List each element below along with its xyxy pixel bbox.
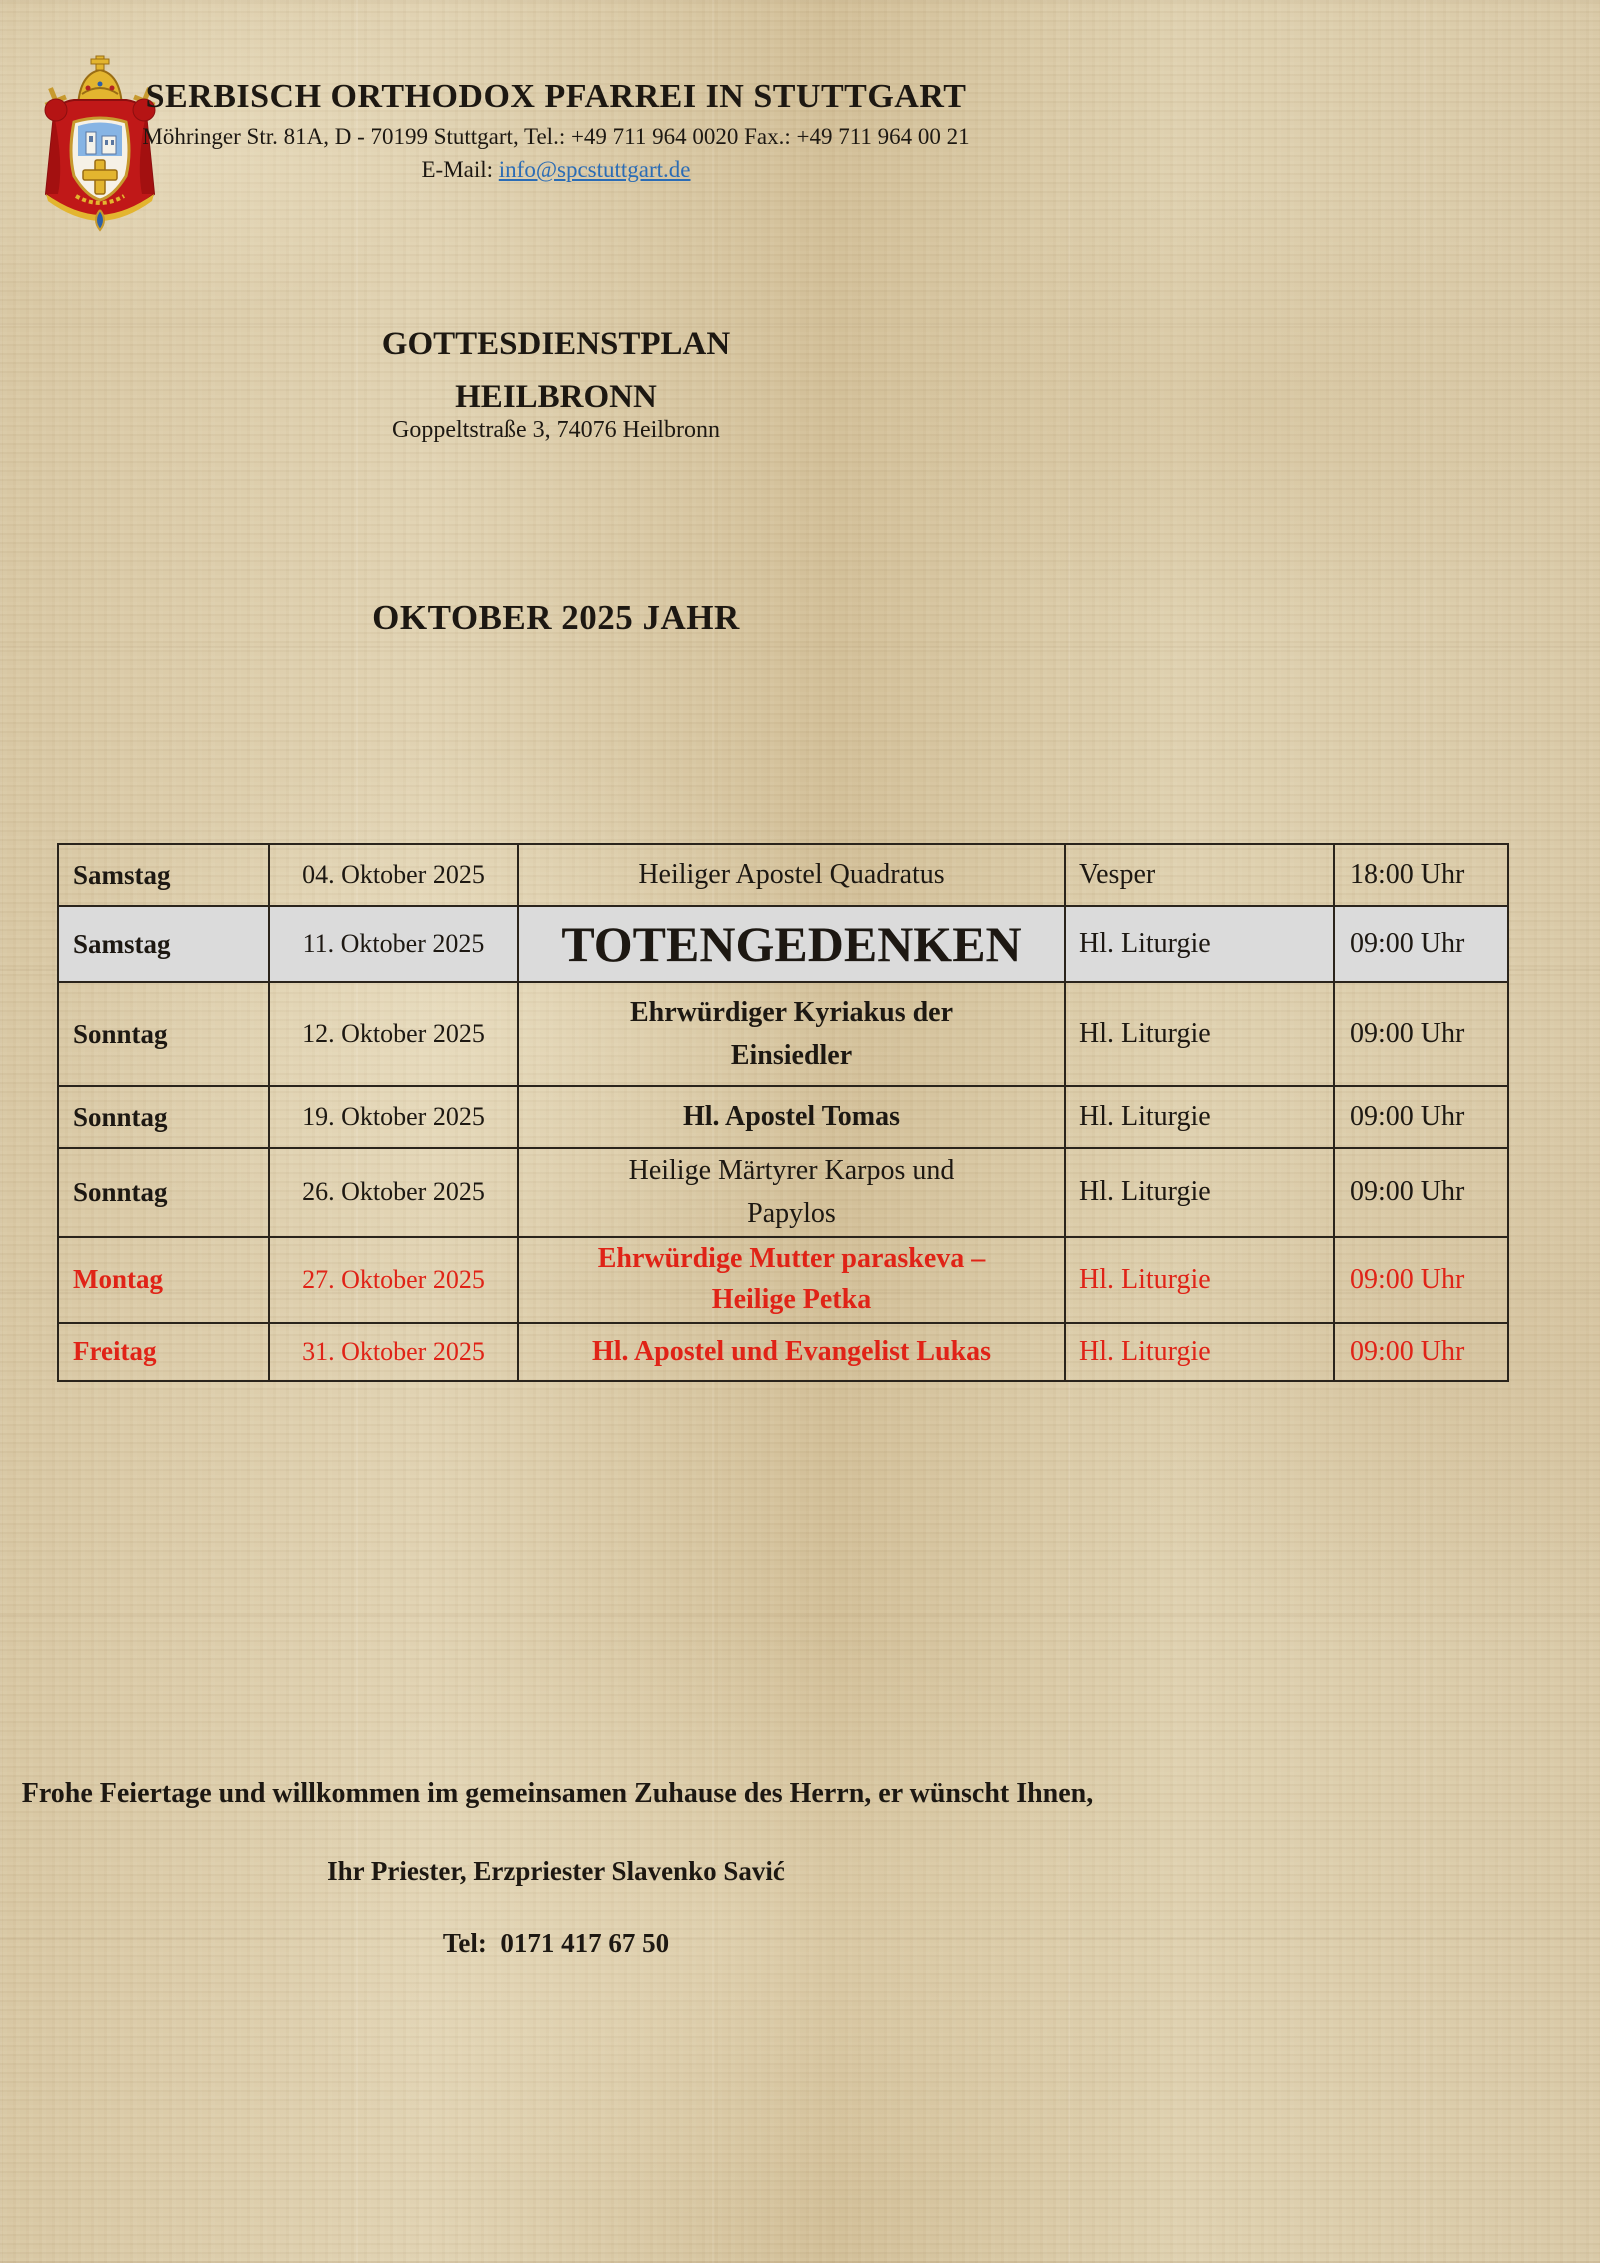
cell-day: Sonntag <box>58 1148 269 1237</box>
table-row <box>58 1086 1508 1148</box>
cell-service: Hl. Liturgie <box>1065 1323 1334 1381</box>
table-row <box>58 982 1508 1086</box>
cell-time: 09:00 Uhr <box>1334 1148 1508 1237</box>
cell-day: Samstag <box>58 844 269 906</box>
cell-time: 09:00 Uhr <box>1334 906 1508 982</box>
org-address: Möhringer Str. 81A, D - 70199 Stuttgart, Tel.: +49 711 964 0020 Fax.: +49 711 964 00 21 <box>142 124 970 149</box>
footer-phone: Tel: 0171 417 67 50 <box>442 1928 670 1958</box>
cell-feast <box>518 1148 1065 1237</box>
cell-feast <box>518 1237 1065 1323</box>
footer-greeting: Frohe Feiertage und willkommen im gemeinsamen Zuhause des Herrn, er wünscht Ihnen, <box>21 1778 1094 1809</box>
cell-time: 09:00 Uhr <box>1334 982 1508 1086</box>
cell-service: Hl. Liturgie <box>1065 906 1334 982</box>
cell-date: 19. Oktober 2025 <box>269 1086 518 1148</box>
cell-service: Hl. Liturgie <box>1065 982 1334 1086</box>
feast-text: Ehrwürdige Mutter paraskeva – Heilige Petka <box>597 1243 986 1315</box>
cell-service: Hl. Liturgie <box>1065 1086 1334 1148</box>
cell-feast: Heiliger Apostel Quadratus <box>518 844 1065 906</box>
cell-service: Vesper <box>1065 844 1334 906</box>
plan-subtitle: Goppeltstraße 3, 74076 Heilbronn <box>392 417 720 443</box>
table-row-red <box>58 1237 1508 1323</box>
cell-service: Hl. Liturgie <box>1065 1237 1334 1323</box>
cell-day: Sonntag <box>58 982 269 1086</box>
footer-priest: Ihr Priester, Erzpriester Slavenko Savić <box>327 1856 785 1886</box>
feast-text: Heilige Märtyrer Karpos und Papylos <box>628 1155 955 1230</box>
schedule-table <box>57 843 1509 1382</box>
org-email-line <box>0 157 1112 183</box>
plan-title-line1: GOTTESDIENSTPLAN <box>381 326 731 362</box>
feast-text: Ehrwürdiger Kyriakus der Einsiedler <box>629 996 954 1071</box>
cell-date: 04. Oktober 2025 <box>269 844 518 906</box>
plan-title-line2: HEILBRONN <box>455 379 657 415</box>
cell-date: 27. Oktober 2025 <box>269 1237 518 1323</box>
table-row-red <box>58 1323 1508 1381</box>
cell-feast: TOTENGEDENKEN <box>518 906 1065 982</box>
cell-date: 11. Oktober 2025 <box>269 906 518 982</box>
table-row <box>58 1148 1508 1237</box>
cell-date: 31. Oktober 2025 <box>269 1323 518 1381</box>
cell-day: Samstag <box>58 906 269 982</box>
email-link[interactable]: info@spcstuttgart.de <box>498 157 691 182</box>
cell-date: 26. Oktober 2025 <box>269 1148 518 1237</box>
cell-feast: Hl. Apostel Tomas <box>518 1086 1065 1148</box>
email-label: E-Mail: <box>421 157 499 182</box>
month-title: OKTOBER 2025 JAHR <box>372 598 740 637</box>
cell-day: Montag <box>58 1237 269 1323</box>
cell-time: 09:00 Uhr <box>1334 1323 1508 1381</box>
cell-day: Sonntag <box>58 1086 269 1148</box>
cell-service: Hl. Liturgie <box>1065 1148 1334 1237</box>
cell-date: 12. Oktober 2025 <box>269 982 518 1086</box>
cell-day: Freitag <box>58 1323 269 1381</box>
cell-time: 09:00 Uhr <box>1334 1086 1508 1148</box>
cell-feast <box>518 982 1065 1086</box>
table-row <box>58 844 1508 906</box>
cell-feast: Hl. Apostel und Evangelist Lukas <box>518 1323 1065 1381</box>
page-title: SERBISCH ORTHODOX PFARREI IN STUTTGART <box>145 78 967 115</box>
plan-title <box>0 318 1112 424</box>
table-row-highlighted <box>58 906 1508 982</box>
cell-time: 18:00 Uhr <box>1334 844 1508 906</box>
cell-time: 09:00 Uhr <box>1334 1237 1508 1323</box>
